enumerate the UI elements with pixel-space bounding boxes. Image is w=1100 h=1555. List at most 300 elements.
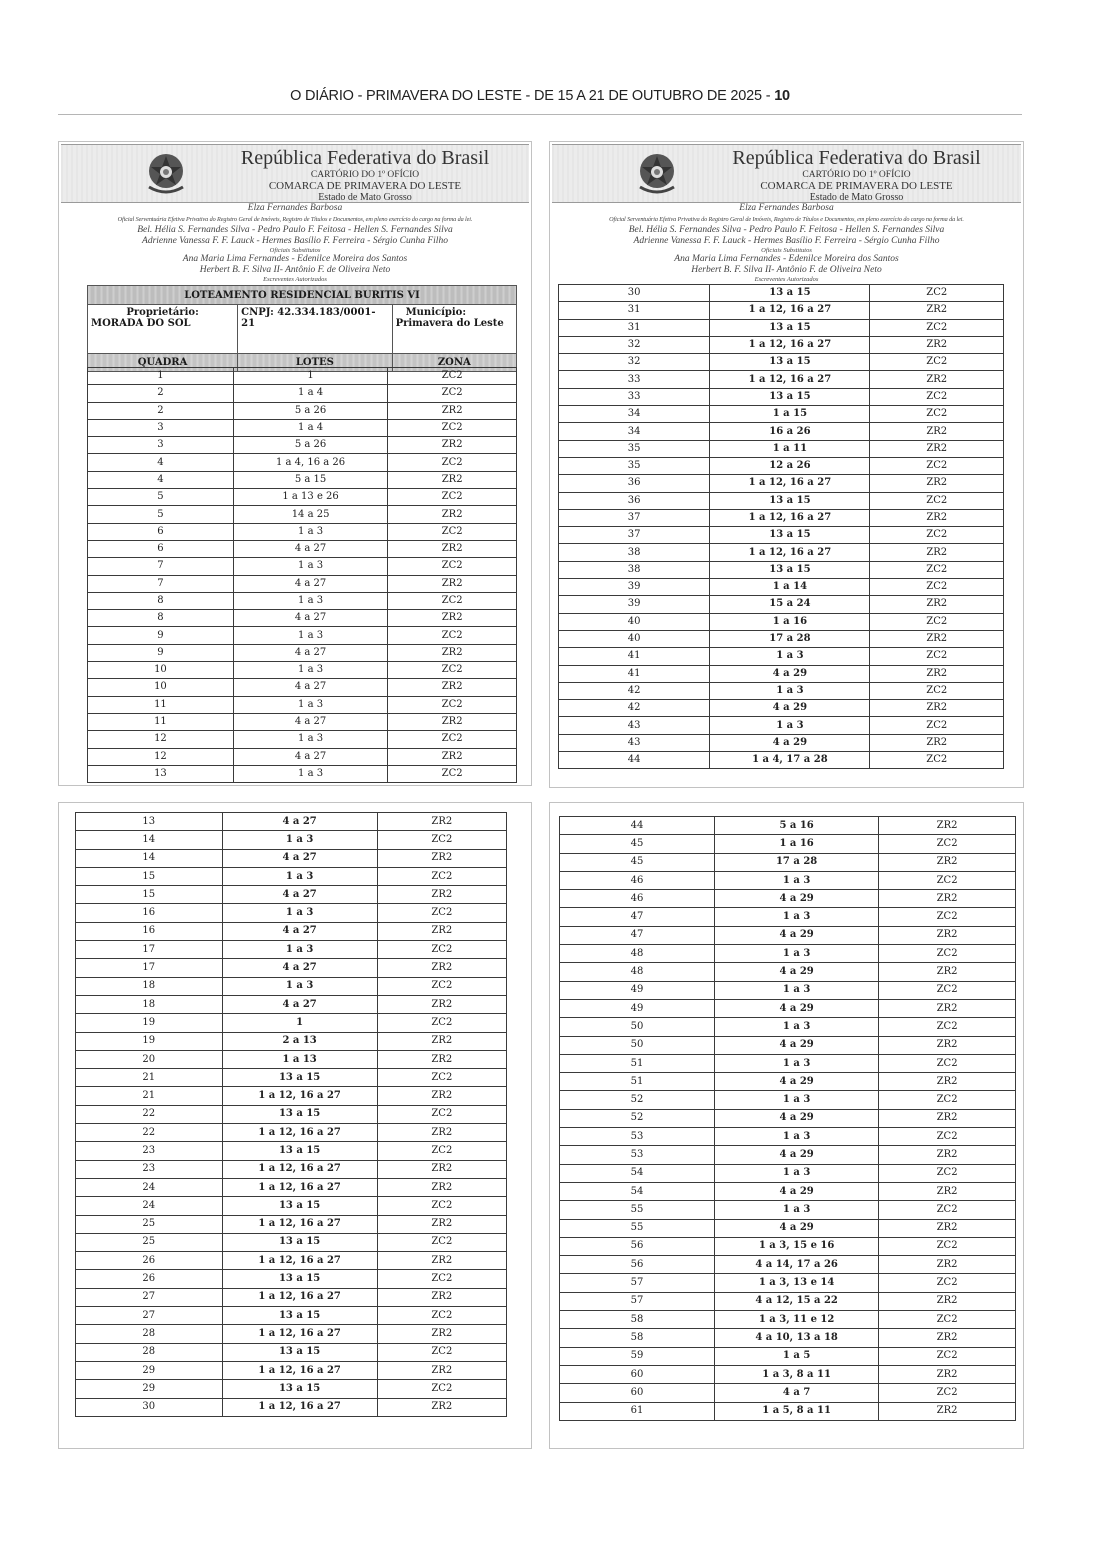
quadra-cell: 4 bbox=[88, 454, 234, 471]
quadra-cell: 21 bbox=[76, 1069, 223, 1087]
lotes-cell: 16 a 26 bbox=[710, 423, 870, 440]
quadra-cell: 60 bbox=[560, 1384, 715, 1402]
quadra-cell: 5 bbox=[88, 489, 234, 506]
quadra-cell: 49 bbox=[560, 999, 715, 1017]
quadra-cell: 24 bbox=[76, 1197, 223, 1215]
table-row bbox=[560, 1311, 1016, 1329]
lotes-cell: 4 a 29 bbox=[710, 734, 870, 751]
lotes-cell: 1 a 3 bbox=[233, 662, 387, 679]
table-row bbox=[559, 475, 1004, 492]
quadra-cell: 32 bbox=[559, 354, 710, 371]
table-row bbox=[76, 1124, 507, 1142]
zona-cell: ZR2 bbox=[879, 1036, 1016, 1054]
zona-cell: ZR2 bbox=[879, 1073, 1016, 1091]
lotes-cell: 4 a 29 bbox=[715, 963, 879, 981]
table-row bbox=[560, 1182, 1016, 1200]
quadra-cell: 34 bbox=[559, 423, 710, 440]
quadra-cell: 52 bbox=[560, 1109, 715, 1127]
table-row bbox=[88, 610, 517, 627]
zona-cell: ZC2 bbox=[377, 1142, 506, 1160]
table-row bbox=[88, 489, 517, 506]
zona-cell: ZC2 bbox=[879, 1018, 1016, 1036]
zona-cell: ZC2 bbox=[870, 406, 1004, 423]
table-row bbox=[559, 509, 1004, 526]
lotes-cell: 13 a 15 bbox=[710, 319, 870, 336]
lotes-cell: 5 a 26 bbox=[233, 402, 387, 419]
quadra-cell: 54 bbox=[560, 1182, 715, 1200]
table-row bbox=[76, 1398, 507, 1416]
table-row bbox=[76, 867, 507, 885]
quadra-cell: 37 bbox=[559, 509, 710, 526]
lotes-cell: 13 a 15 bbox=[222, 1343, 377, 1361]
zona-cell: ZR2 bbox=[870, 665, 1004, 682]
zona-cell: ZC2 bbox=[388, 765, 517, 782]
quadra-cell: 31 bbox=[559, 302, 710, 319]
quadra-cell: 29 bbox=[76, 1361, 223, 1379]
table-row bbox=[76, 1307, 507, 1325]
substitutes-line-1: Bel. Hélia S. Fernandes Silva - Pedro Paulo F. Feitosa - Hellen S. Fernandes Silva bbox=[137, 225, 453, 235]
quadra-cell: 39 bbox=[559, 579, 710, 596]
lotes-cell: 4 a 29 bbox=[715, 1109, 879, 1127]
lotes-cell: 1 a 3 bbox=[715, 1091, 879, 1109]
lotes-cell: 1 a 3 bbox=[222, 977, 377, 995]
zona-cell: ZR2 bbox=[388, 679, 517, 696]
table-row bbox=[88, 454, 517, 471]
quadra-cell: 13 bbox=[88, 765, 234, 782]
table-row bbox=[559, 371, 1004, 388]
table-row bbox=[560, 1347, 1016, 1365]
lotes-cell: 4 a 27 bbox=[233, 610, 387, 627]
zona-cell: ZR2 bbox=[388, 610, 517, 627]
zona-cell: ZC2 bbox=[377, 1069, 506, 1087]
lotes-cell: 17 a 28 bbox=[715, 853, 879, 871]
table-row bbox=[560, 1365, 1016, 1383]
quadra-cell: 15 bbox=[76, 886, 223, 904]
zona-cell: ZR2 bbox=[377, 1050, 506, 1068]
zona-cell: ZR2 bbox=[879, 1256, 1016, 1274]
quadra-cell: 46 bbox=[560, 871, 715, 889]
zoning-table-part-1 bbox=[87, 367, 517, 783]
zona-cell: ZR2 bbox=[870, 700, 1004, 717]
zona-cell: ZR2 bbox=[870, 509, 1004, 526]
municipality-cell bbox=[392, 305, 516, 354]
zona-cell: ZR2 bbox=[388, 437, 517, 454]
quadra-cell: 50 bbox=[560, 1036, 715, 1054]
quadra-cell: 41 bbox=[559, 648, 710, 665]
substitutes-label: Oficiais Substitutos bbox=[269, 247, 321, 254]
zona-cell: ZC2 bbox=[388, 696, 517, 713]
lotes-cell: 4 a 12, 15 a 22 bbox=[715, 1292, 879, 1310]
table-row bbox=[559, 388, 1004, 405]
quadra-cell: 56 bbox=[560, 1256, 715, 1274]
zona-cell: ZC2 bbox=[388, 627, 517, 644]
official-role: Oficial Serventuária Efetiva Privativa do Registro Geral de Imóveis, Registro de Títulos e Documentos, em pleno exercício do cargo na forma da lei. bbox=[609, 216, 964, 223]
zona-cell: ZR2 bbox=[388, 402, 517, 419]
quadra-cell: 56 bbox=[560, 1237, 715, 1255]
quadra-cell: 8 bbox=[88, 610, 234, 627]
quadra-cell: 19 bbox=[76, 1014, 223, 1032]
lotes-cell: 4 a 29 bbox=[710, 700, 870, 717]
table-row bbox=[559, 406, 1004, 423]
quadra-cell: 32 bbox=[559, 336, 710, 353]
table-row bbox=[88, 644, 517, 661]
table-row bbox=[76, 1343, 507, 1361]
zona-cell: ZC2 bbox=[388, 731, 517, 748]
lotes-cell: 1 a 3 bbox=[715, 908, 879, 926]
lotes-cell: 1 a 3, 8 a 11 bbox=[715, 1365, 879, 1383]
zona-cell: ZC2 bbox=[879, 871, 1016, 889]
lotes-cell: 1 a 12, 16 a 27 bbox=[222, 1288, 377, 1306]
lotes-cell: 1 a 3 bbox=[715, 1164, 879, 1182]
table-row bbox=[560, 963, 1016, 981]
quadra-cell: 8 bbox=[88, 592, 234, 609]
quadra-cell: 45 bbox=[560, 853, 715, 871]
quadra-cell: 30 bbox=[76, 1398, 223, 1416]
subdivision-title: LOTEAMENTO RESIDENCIAL BURITIS VI bbox=[88, 286, 517, 305]
letterhead-office: CARTÓRIO DO 1º OFÍCIO bbox=[802, 170, 911, 180]
header-divider bbox=[58, 114, 1022, 115]
zona-cell: ZR2 bbox=[879, 1146, 1016, 1164]
zona-cell: ZC2 bbox=[879, 1164, 1016, 1182]
lotes-cell: 13 a 15 bbox=[710, 561, 870, 578]
lotes-cell: 1 a 4 bbox=[233, 385, 387, 402]
lotes-cell: 1 a 12, 16 a 27 bbox=[710, 336, 870, 353]
quadra-cell: 2 bbox=[88, 385, 234, 402]
quadra-cell: 18 bbox=[76, 977, 223, 995]
lotes-cell: 4 a 27 bbox=[233, 540, 387, 557]
table-row bbox=[559, 423, 1004, 440]
quadra-cell: 14 bbox=[76, 849, 223, 867]
lotes-cell: 1 a 4 bbox=[233, 419, 387, 436]
brazil-coat-of-arms-icon bbox=[632, 149, 682, 199]
table-row bbox=[76, 1380, 507, 1398]
table-row bbox=[88, 523, 517, 540]
lotes-cell: 13 a 15 bbox=[710, 492, 870, 509]
zona-cell: ZR2 bbox=[879, 853, 1016, 871]
table-row bbox=[76, 941, 507, 959]
official-role: Oficial Serventuária Efetiva Privativa do Registro Geral de Imóveis, Registro de Títulos e Documentos, em pleno exercício do cargo na forma da lei. bbox=[117, 216, 473, 223]
zona-cell: ZC2 bbox=[870, 388, 1004, 405]
quadra-cell: 55 bbox=[560, 1219, 715, 1237]
quadra-cell: 61 bbox=[560, 1402, 715, 1420]
clerks-label: Escreventes Autorizados bbox=[754, 276, 819, 283]
zona-cell: ZR2 bbox=[870, 423, 1004, 440]
quadra-cell: 52 bbox=[560, 1091, 715, 1109]
quadra-cell: 7 bbox=[88, 558, 234, 575]
zona-cell: ZC2 bbox=[377, 1233, 506, 1251]
table-row bbox=[76, 1233, 507, 1251]
lotes-cell: 4 a 27 bbox=[233, 679, 387, 696]
table-row bbox=[559, 734, 1004, 751]
lotes-cell: 14 a 25 bbox=[233, 506, 387, 523]
table-row bbox=[76, 849, 507, 867]
document-panel-3 bbox=[58, 802, 532, 1449]
zona-cell: ZR2 bbox=[377, 886, 506, 904]
quadra-cell: 38 bbox=[559, 544, 710, 561]
lotes-cell: 15 a 24 bbox=[710, 596, 870, 613]
zona-cell: ZC2 bbox=[879, 1201, 1016, 1219]
lotes-cell: 4 a 27 bbox=[222, 922, 377, 940]
table-row bbox=[559, 752, 1004, 769]
table-row bbox=[560, 835, 1016, 853]
lotes-cell: 1 a 12, 16 a 27 bbox=[710, 302, 870, 319]
lotes-cell: 1 a 3 bbox=[710, 648, 870, 665]
table-row bbox=[88, 765, 517, 782]
zona-cell: ZC2 bbox=[377, 1197, 506, 1215]
zona-cell: ZR2 bbox=[879, 926, 1016, 944]
letterhead-banner bbox=[61, 144, 529, 203]
table-row bbox=[88, 731, 517, 748]
table-row bbox=[559, 527, 1004, 544]
quadra-cell: 35 bbox=[559, 440, 710, 457]
zona-cell: ZR2 bbox=[870, 302, 1004, 319]
zona-cell: ZR2 bbox=[377, 1087, 506, 1105]
quadra-cell: 1 bbox=[88, 368, 234, 385]
official-name: Elza Fernandes Barbosa bbox=[247, 203, 343, 213]
quadra-cell: 17 bbox=[76, 959, 223, 977]
zona-cell: ZR2 bbox=[870, 596, 1004, 613]
lotes-cell: 13 a 15 bbox=[710, 388, 870, 405]
quadra-cell: 27 bbox=[76, 1288, 223, 1306]
table-row bbox=[76, 1105, 507, 1123]
clerks-line-1: Ana Maria Lima Fernandes - Edenilce Moreira dos Santos bbox=[674, 254, 899, 264]
zona-cell: ZC2 bbox=[377, 1380, 506, 1398]
zona-cell: ZR2 bbox=[879, 963, 1016, 981]
zona-cell: ZR2 bbox=[388, 471, 517, 488]
zona-cell: ZR2 bbox=[388, 575, 517, 592]
table-row bbox=[560, 1073, 1016, 1091]
zona-cell: ZC2 bbox=[377, 1105, 506, 1123]
lotes-cell: 1 a 3 bbox=[715, 945, 879, 963]
quadra-cell: 9 bbox=[88, 627, 234, 644]
lotes-cell: 13 a 15 bbox=[710, 285, 870, 302]
table-row bbox=[559, 682, 1004, 699]
quadra-cell: 48 bbox=[560, 945, 715, 963]
table-row bbox=[560, 1054, 1016, 1072]
quadra-cell: 36 bbox=[559, 492, 710, 509]
table-row bbox=[88, 662, 517, 679]
clerks-line-1: Ana Maria Lima Fernandes - Edenilce Moreira dos Santos bbox=[182, 254, 408, 264]
quadra-cell: 51 bbox=[560, 1054, 715, 1072]
lotes-cell: 1 a 14 bbox=[710, 579, 870, 596]
lotes-cell: 1 a 13 e 26 bbox=[233, 489, 387, 506]
lotes-cell: 1 a 11 bbox=[710, 440, 870, 457]
zona-cell: ZC2 bbox=[870, 354, 1004, 371]
quadra-cell: 16 bbox=[76, 904, 223, 922]
zona-cell: ZC2 bbox=[388, 592, 517, 609]
notary-letterhead bbox=[61, 144, 529, 283]
table-row bbox=[560, 1256, 1016, 1274]
lotes-cell: 1 a 16 bbox=[710, 613, 870, 630]
lotes-cell: 4 a 27 bbox=[222, 849, 377, 867]
quadra-cell: 53 bbox=[560, 1146, 715, 1164]
letterhead-state: Estado de Mato Grosso bbox=[318, 192, 412, 203]
quadra-cell: 13 bbox=[76, 813, 223, 831]
lotes-cell: 13 a 15 bbox=[710, 527, 870, 544]
quadra-cell: 26 bbox=[76, 1270, 223, 1288]
zona-cell: ZR2 bbox=[870, 475, 1004, 492]
lotes-cell: 1 a 3 bbox=[233, 627, 387, 644]
quadra-cell: 44 bbox=[559, 752, 710, 769]
zona-cell: ZC2 bbox=[879, 1128, 1016, 1146]
quadra-cell: 42 bbox=[559, 700, 710, 717]
table-row bbox=[560, 1219, 1016, 1237]
lotes-cell: 13 a 15 bbox=[222, 1233, 377, 1251]
letterhead-title: República Federativa do Brasil bbox=[240, 147, 490, 169]
quadra-cell: 40 bbox=[559, 630, 710, 647]
zona-cell: ZR2 bbox=[377, 1124, 506, 1142]
zona-cell: ZR2 bbox=[377, 849, 506, 867]
lotes-cell: 1 bbox=[222, 1014, 377, 1032]
quadra-cell: 60 bbox=[560, 1365, 715, 1383]
table-row bbox=[76, 1032, 507, 1050]
lotes-cell: 4 a 14, 17 a 26 bbox=[715, 1256, 879, 1274]
table-row bbox=[88, 419, 517, 436]
zona-cell: ZC2 bbox=[879, 1091, 1016, 1109]
zona-cell: ZR2 bbox=[377, 1032, 506, 1050]
letterhead-comarca: COMARCA DE PRIMAVERA DO LESTE bbox=[268, 180, 462, 192]
quadra-cell: 12 bbox=[88, 731, 234, 748]
municipality-value: Primavera do Leste bbox=[395, 318, 504, 329]
zona-cell: ZR2 bbox=[879, 999, 1016, 1017]
quadra-cell: 51 bbox=[560, 1073, 715, 1091]
zona-cell: ZC2 bbox=[377, 1270, 506, 1288]
owner-value: MORADA DO SOL bbox=[91, 318, 191, 329]
zona-cell: ZC2 bbox=[388, 368, 517, 385]
quadra-cell: 23 bbox=[76, 1142, 223, 1160]
subdivision-header-table bbox=[87, 285, 517, 372]
zona-cell: ZC2 bbox=[377, 941, 506, 959]
table-row bbox=[560, 890, 1016, 908]
lotes-cell: 4 a 27 bbox=[222, 959, 377, 977]
brazil-coat-of-arms-icon bbox=[141, 149, 191, 199]
table-row bbox=[76, 1325, 507, 1343]
table-row bbox=[76, 904, 507, 922]
quadra-cell: 10 bbox=[88, 662, 234, 679]
table-row bbox=[560, 1091, 1016, 1109]
table-row bbox=[559, 354, 1004, 371]
quadra-cell: 47 bbox=[560, 926, 715, 944]
table-row bbox=[76, 813, 507, 831]
document-panel-2 bbox=[549, 141, 1024, 788]
lotes-cell: 4 a 27 bbox=[233, 644, 387, 661]
zona-cell: ZR2 bbox=[879, 1402, 1016, 1420]
lotes-cell: 4 a 10, 13 a 18 bbox=[715, 1329, 879, 1347]
lotes-cell: 4 a 7 bbox=[715, 1384, 879, 1402]
notary-letterhead bbox=[552, 144, 1021, 283]
zona-cell: ZC2 bbox=[870, 613, 1004, 630]
lotes-cell: 1 a 3 bbox=[233, 558, 387, 575]
quadra-cell: 30 bbox=[559, 285, 710, 302]
quadra-cell: 47 bbox=[560, 908, 715, 926]
table-row bbox=[76, 959, 507, 977]
table-row bbox=[76, 1197, 507, 1215]
lotes-cell: 1 a 3 bbox=[715, 1201, 879, 1219]
letterhead-office: CARTÓRIO DO 1º OFÍCIO bbox=[310, 170, 420, 180]
quadra-cell: 43 bbox=[559, 717, 710, 734]
zona-cell: ZC2 bbox=[879, 1384, 1016, 1402]
table-row bbox=[559, 319, 1004, 336]
zona-cell: ZC2 bbox=[870, 752, 1004, 769]
table-row bbox=[560, 853, 1016, 871]
quadra-cell: 57 bbox=[560, 1274, 715, 1292]
table-row bbox=[560, 981, 1016, 999]
quadra-cell: 58 bbox=[560, 1329, 715, 1347]
zona-cell: ZC2 bbox=[879, 1274, 1016, 1292]
lotes-cell: 4 a 27 bbox=[233, 575, 387, 592]
lotes-cell: 1 a 12, 16 a 27 bbox=[710, 475, 870, 492]
quadra-cell: 39 bbox=[559, 596, 710, 613]
quadra-cell: 10 bbox=[88, 679, 234, 696]
quadra-cell: 29 bbox=[76, 1380, 223, 1398]
zona-cell: ZC2 bbox=[879, 945, 1016, 963]
zona-cell: ZR2 bbox=[377, 1361, 506, 1379]
table-row bbox=[76, 1215, 507, 1233]
table-row bbox=[88, 592, 517, 609]
lotes-cell: 1 bbox=[233, 368, 387, 385]
quadra-cell: 49 bbox=[560, 981, 715, 999]
quadra-cell: 21 bbox=[76, 1087, 223, 1105]
lotes-cell: 1 a 3 bbox=[222, 831, 377, 849]
zona-cell: ZR2 bbox=[870, 371, 1004, 388]
lotes-cell: 1 a 12, 16 a 27 bbox=[222, 1361, 377, 1379]
quadra-cell: 9 bbox=[88, 644, 234, 661]
table-row bbox=[76, 1142, 507, 1160]
zona-cell: ZR2 bbox=[388, 540, 517, 557]
official-name: Elza Fernandes Barbosa bbox=[739, 203, 834, 213]
zona-cell: ZR2 bbox=[879, 1365, 1016, 1383]
zona-cell: ZC2 bbox=[879, 1347, 1016, 1365]
quadra-cell: 5 bbox=[88, 506, 234, 523]
table-row bbox=[559, 717, 1004, 734]
zona-cell: ZR2 bbox=[377, 1252, 506, 1270]
quadra-cell: 38 bbox=[559, 561, 710, 578]
zona-cell: ZR2 bbox=[879, 1292, 1016, 1310]
lotes-cell: 5 a 26 bbox=[233, 437, 387, 454]
quadra-cell: 11 bbox=[88, 713, 234, 730]
table-row bbox=[76, 1160, 507, 1178]
zona-cell: ZC2 bbox=[377, 1307, 506, 1325]
quadra-cell: 16 bbox=[76, 922, 223, 940]
zona-cell: ZR2 bbox=[388, 644, 517, 661]
table-row bbox=[559, 285, 1004, 302]
lotes-cell: 2 a 13 bbox=[222, 1032, 377, 1050]
quadra-cell: 57 bbox=[560, 1292, 715, 1310]
lotes-cell: 1 a 3 bbox=[710, 717, 870, 734]
zona-cell: ZR2 bbox=[377, 1398, 506, 1416]
page-number: 10 bbox=[774, 88, 790, 104]
substitutes-line-2: Adrienne Vanessa F. F. Lauck - Hermes Basílio F. Ferreira - Sérgio Cunha Filho bbox=[633, 236, 940, 246]
table-row bbox=[88, 679, 517, 696]
table-row bbox=[88, 368, 517, 385]
lotes-cell: 1 a 3 bbox=[233, 523, 387, 540]
lotes-cell: 1 a 12, 16 a 27 bbox=[222, 1160, 377, 1178]
quadra-cell: 15 bbox=[76, 867, 223, 885]
table-row bbox=[560, 1402, 1016, 1420]
zona-cell: ZR2 bbox=[879, 890, 1016, 908]
zona-cell: ZC2 bbox=[870, 319, 1004, 336]
lotes-cell: 1 a 3 bbox=[233, 731, 387, 748]
lotes-cell: 1 a 3, 15 e 16 bbox=[715, 1237, 879, 1255]
table-row bbox=[88, 385, 517, 402]
newspaper-page-header bbox=[58, 88, 1022, 104]
table-row bbox=[560, 1274, 1016, 1292]
lotes-cell: 4 a 27 bbox=[222, 886, 377, 904]
quadra-cell: 20 bbox=[76, 1050, 223, 1068]
zona-cell: ZR2 bbox=[377, 959, 506, 977]
lotes-cell: 13 a 15 bbox=[222, 1197, 377, 1215]
zona-cell: ZR2 bbox=[377, 995, 506, 1013]
